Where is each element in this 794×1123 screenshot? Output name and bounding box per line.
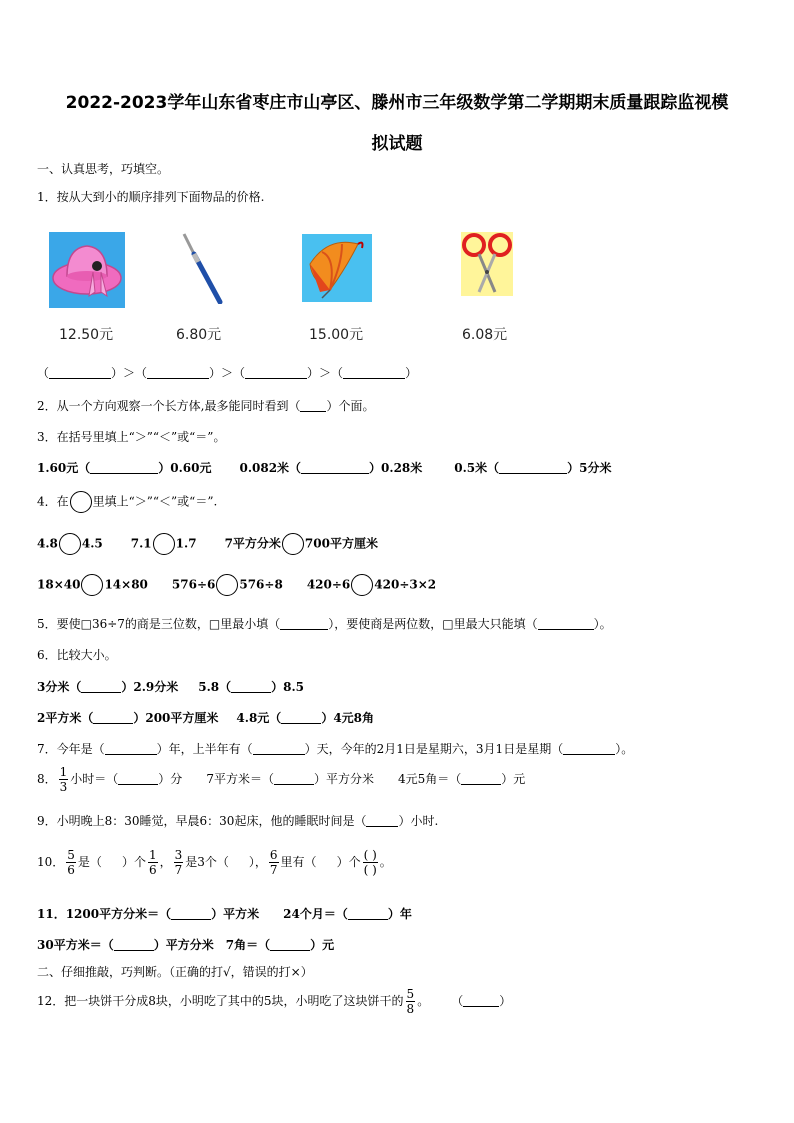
answer-circle[interactable] xyxy=(153,533,175,555)
umbrella-icon xyxy=(302,234,372,305)
answer-blank[interactable] xyxy=(281,711,321,724)
section-2-heading: 二、仔细推敲，巧判断。（正确的打√，错误的打×） xyxy=(37,965,313,979)
page-title: 2022-2023学年山东省枣庄市山亭区、滕州市三年级数学第二学期期末质量跟踪监视模 xyxy=(65,93,729,113)
answer-blank[interactable] xyxy=(245,366,307,379)
question-10: 10． $\frac{5}{6}$ 是（ ）个 $\frac{1}{6}$ ， $\frac{3}{7}$ 是3个（ ）， $\frac{6}{7}$ 里有（ ）个 $\frac{( )}{( )}$ 。 xyxy=(37,848,392,877)
answer-blank[interactable] xyxy=(93,711,133,724)
question-3-row: 1.60元（ ）0.60元 0.082米（ ）0.28米 0.5米（ ）5分米 xyxy=(37,461,612,475)
fraction: $\frac{1}{6}$ xyxy=(148,848,157,877)
price-umbrella: 15.00元 xyxy=(309,327,364,343)
answer-blank[interactable] xyxy=(343,366,405,379)
answer-blank[interactable] xyxy=(301,461,369,474)
fraction: $\frac{5}{6}$ xyxy=(67,848,75,877)
question-9: 9．小明晚上8：30睡觉，早晨6：30起床，他的睡眠时间是（ ）小时. xyxy=(37,814,439,828)
price-scissors: 6.08元 xyxy=(462,327,508,343)
answer-blank[interactable] xyxy=(463,994,499,1007)
answer-blank[interactable] xyxy=(300,399,326,412)
answer-circle[interactable] xyxy=(351,574,373,596)
question-4-row2: 18×40 14×80 576÷6 576÷8 420÷6 420÷3×2 xyxy=(37,574,436,596)
page-title-line2: 拟试题 xyxy=(371,134,423,154)
answer-circle[interactable] xyxy=(216,574,238,596)
answer-blank[interactable] xyxy=(90,461,158,474)
answer-blank[interactable] xyxy=(118,772,158,785)
question-7: 7．今年是（ ）年，上半年有（ ）天，今年的2月1日是星期六，3月1日是星期（ ）。 xyxy=(37,742,634,756)
fraction: $\frac{6}{7}$ xyxy=(269,848,278,877)
question-6: 6．比较大小。 xyxy=(37,648,117,662)
hat-icon xyxy=(49,232,125,311)
question-11-row2: 30平方米＝（ ）平方分米 7角＝（ ）元 xyxy=(37,938,335,952)
answer-circle[interactable] xyxy=(81,574,103,596)
question-4: 4．在 里填上“＞”“＜”或“＝”. xyxy=(37,491,217,513)
fraction-blank[interactable]: $\frac{( )}{( )}$ xyxy=(363,848,377,877)
question-4-row1: 4.8 4.5 7.1 1.7 7平方分米 700平方厘米 xyxy=(37,533,378,555)
answer-blank[interactable] xyxy=(49,366,111,379)
answer-blank[interactable] xyxy=(81,680,121,693)
scissors-icon xyxy=(461,232,513,299)
price-hat: 12.50元 xyxy=(59,327,114,343)
price-brush: 6.80元 xyxy=(176,327,222,343)
question-5: 5．要使□36÷7的商是三位数，□里最小填（ ），要使商是两位数，□里最大只能填（ ）。 xyxy=(37,617,612,631)
answer-blank[interactable] xyxy=(274,772,314,785)
answer-blank[interactable] xyxy=(105,742,157,755)
answer-blank[interactable] xyxy=(171,907,211,920)
answer-blank[interactable] xyxy=(253,742,305,755)
brush-icon xyxy=(180,232,226,307)
question-12: 12．把一块饼干分成8块，小明吃了其中的5块，小明吃了这块饼干的 $\frac{5}{8}$ 。 （ ） xyxy=(37,987,512,1016)
question-1-answer-row: （ ）＞（ ）＞（ ）＞（ ） xyxy=(37,366,418,380)
fraction: $\frac{3}{7}$ xyxy=(174,848,183,877)
question-6-row2: 2平方米（ ）200平方厘米 4.8元（ ）4元8角 xyxy=(37,711,375,725)
answer-blank[interactable] xyxy=(461,772,501,785)
answer-blank[interactable] xyxy=(366,814,398,827)
question-11-row1: 11．1200平方分米＝（ ）平方米 24个月＝（ ）年 xyxy=(37,907,412,921)
answer-blank[interactable] xyxy=(563,742,615,755)
question-6-row1: 3分米（ ）2.9分米 5.8（ ）8.5 xyxy=(37,680,305,694)
section-1-heading: 一、认真思考，巧填空。 xyxy=(37,162,170,176)
answer-blank[interactable] xyxy=(147,366,209,379)
answer-circle[interactable] xyxy=(59,533,81,555)
answer-blank[interactable] xyxy=(348,907,388,920)
answer-blank[interactable] xyxy=(538,617,594,630)
answer-blank[interactable] xyxy=(231,680,271,693)
question-1: 1．按从大到小的顺序排列下面物品的价格. xyxy=(37,190,265,204)
question-2: 2．从一个方向观察一个长方体,最多能同时看到（ ）个面。 xyxy=(37,399,375,413)
answer-circle[interactable] xyxy=(70,491,92,513)
answer-blank[interactable] xyxy=(280,617,328,630)
question-3: 3．在括号里填上“＞”“＜”或“＝”。 xyxy=(37,430,226,444)
fraction: $\frac{1}{3}$ xyxy=(59,765,68,794)
fraction: $\frac{5}{8}$ xyxy=(406,987,415,1016)
answer-circle[interactable] xyxy=(282,533,304,555)
answer-blank[interactable] xyxy=(270,938,310,951)
question-8: 8． $\frac{1}{3}$ 小时＝（ ）分 7平方米＝（ ）平方分米 4元5角＝（ ）元 xyxy=(37,765,526,794)
answer-blank[interactable] xyxy=(499,461,567,474)
answer-blank[interactable] xyxy=(114,938,154,951)
